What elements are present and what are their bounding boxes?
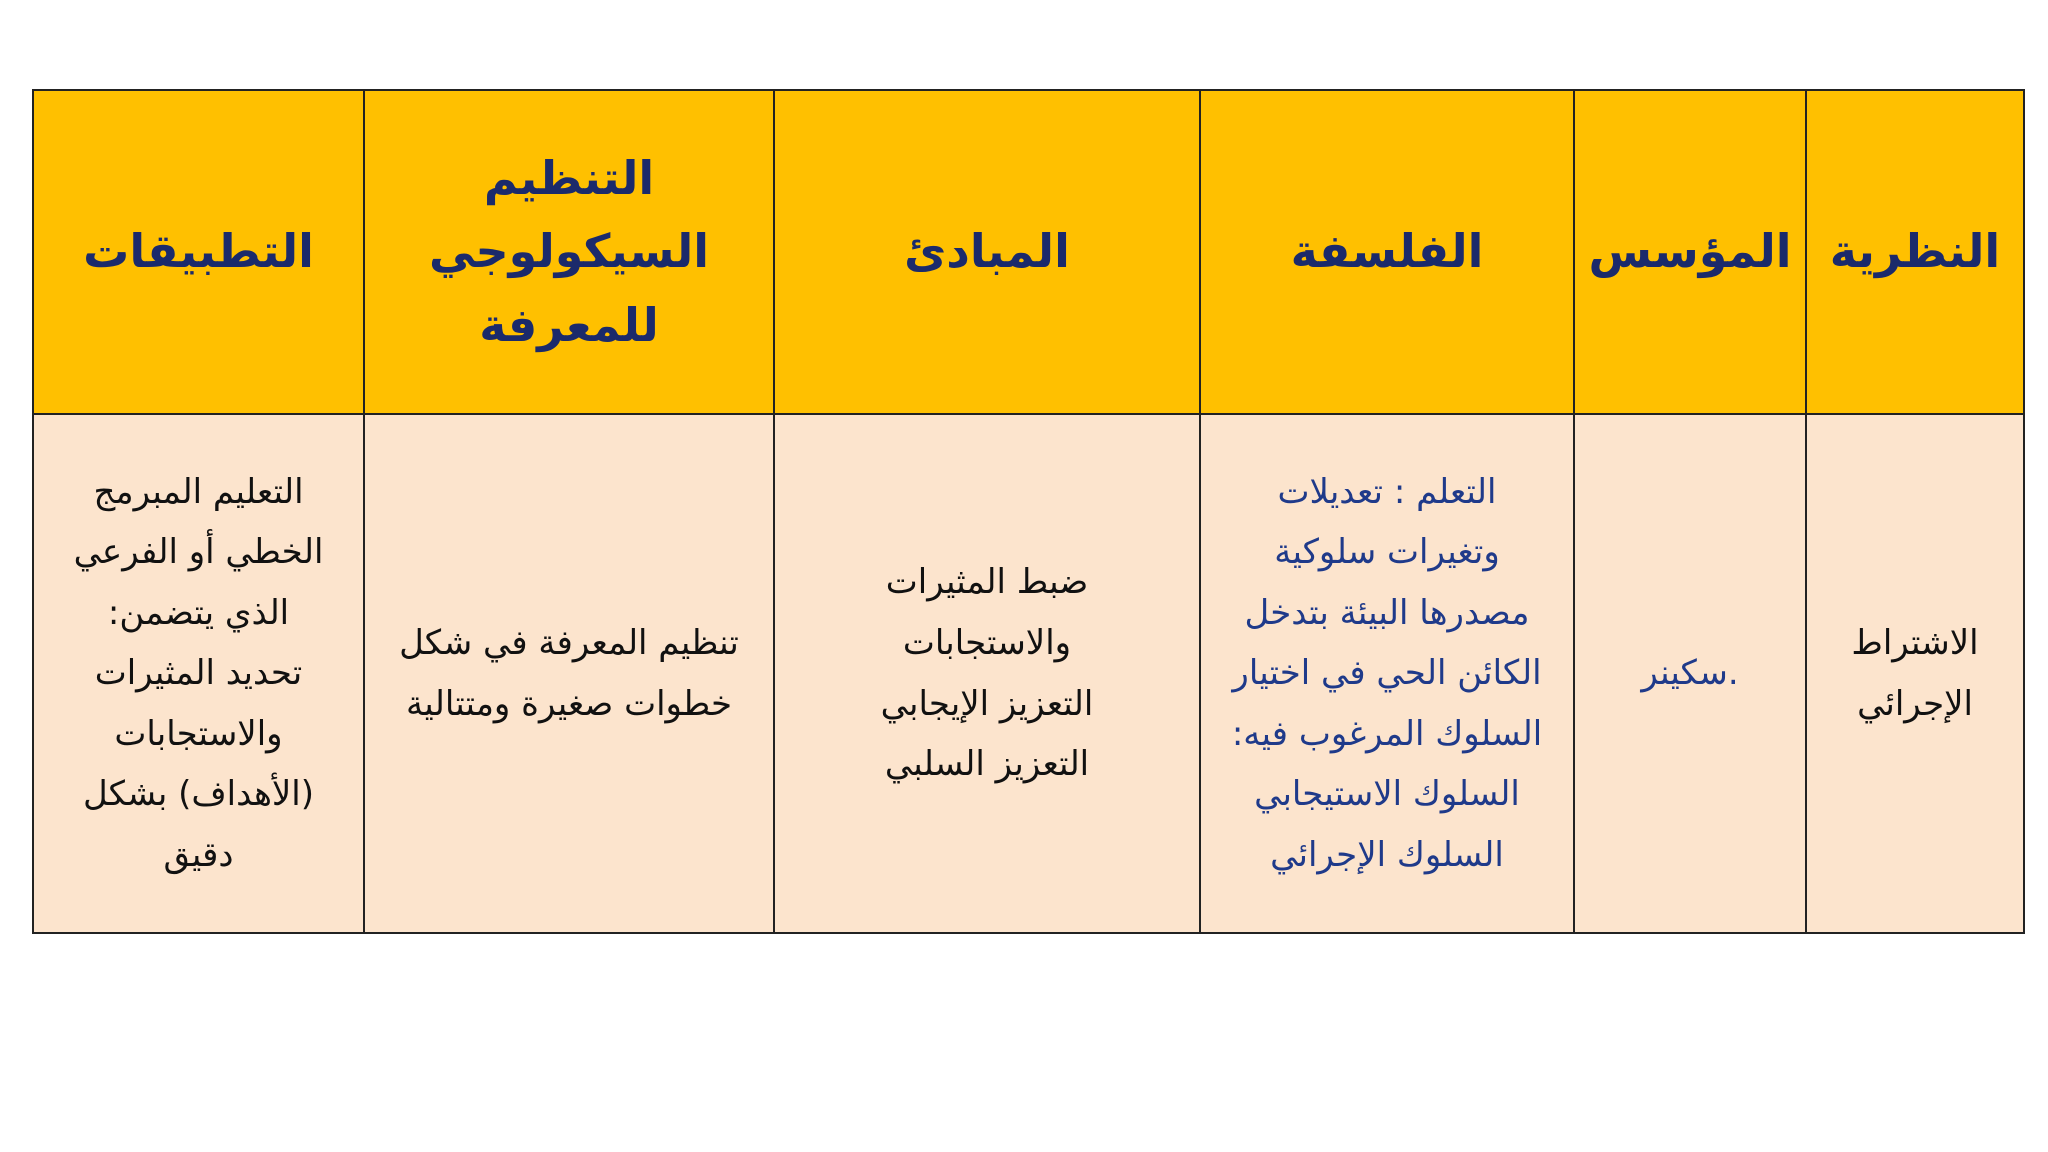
- cell-philosophy-line-7: السلوك الإجرائي: [1270, 834, 1504, 875]
- header-knowledge-line-2: السيكولوجي: [428, 224, 710, 279]
- cell-applications: [33, 414, 364, 933]
- header-applications-text: التطبيقات: [83, 224, 314, 279]
- header-knowledge-line-1: التنظيم: [483, 150, 655, 205]
- cell-founder-line-1: .سكينر: [1641, 653, 1739, 694]
- cell-applications-line-6: (الأهداف) بشكل: [83, 774, 314, 815]
- header-knowledge-organization: [364, 90, 774, 414]
- cell-founder: [1574, 414, 1806, 933]
- header-theory-text: النظرية: [1829, 224, 2001, 279]
- header-knowledge-line-3: للمعرفة: [479, 297, 659, 352]
- header-founder-text: المؤسس: [1588, 224, 1792, 279]
- header-applications: [33, 90, 364, 414]
- cell-principles-line-4: التعزيز السلبي: [884, 744, 1090, 785]
- cell-philosophy: [1200, 414, 1574, 933]
- header-philosophy-text: الفلسفة: [1290, 224, 1484, 279]
- cell-applications-line-1: التعليم المبرمج: [93, 471, 304, 512]
- cell-philosophy-line-2: وتغيرات سلوكية: [1274, 532, 1500, 573]
- cell-applications-line-4: تحديد المثيرات: [94, 653, 303, 694]
- table-row: [33, 414, 2024, 933]
- cell-theory-line-2: الإجرائي: [1857, 683, 1973, 724]
- cell-principles-line-3: التعزيز الإيجابي: [880, 683, 1094, 724]
- cell-knowledge-line-2: خطوات صغيرة ومتتالية: [405, 683, 732, 724]
- header-theory: [1806, 90, 2024, 414]
- header-philosophy: [1200, 90, 1574, 414]
- header-row: [33, 90, 2024, 414]
- cell-philosophy-line-3: مصدرها البيئة بتدخل: [1244, 592, 1530, 633]
- header-principles: [774, 90, 1200, 414]
- cell-applications-line-3: الذي يتضمن:: [107, 592, 290, 633]
- cell-knowledge-organization: [364, 414, 774, 933]
- cell-applications-line-5: والاستجابات: [114, 713, 283, 754]
- cell-philosophy-line-5: السلوك المرغوب فيه:: [1231, 713, 1543, 754]
- theory-table: [32, 89, 2025, 934]
- cell-principles-line-1: ضبط المثيرات: [885, 562, 1089, 603]
- cell-principles: [774, 414, 1200, 933]
- cell-principles-line-2: والاستجابات: [902, 622, 1072, 663]
- cell-theory: [1806, 414, 2024, 933]
- cell-philosophy-line-6: السلوك الاستيجابي: [1254, 774, 1520, 815]
- header-principles-text: المبادئ: [904, 224, 1070, 279]
- cell-knowledge-line-1: تنظيم المعرفة في شكل: [399, 622, 739, 663]
- cell-theory-line-1: الاشتراط: [1851, 622, 1979, 663]
- cell-applications-line-2: الخطي أو الفرعي: [73, 532, 324, 573]
- header-founder: [1574, 90, 1806, 414]
- cell-philosophy-line-4: الكائن الحي في اختيار: [1232, 653, 1542, 694]
- cell-applications-line-7: دقيق: [163, 834, 234, 875]
- cell-philosophy-line-1: التعلم : تعديلات: [1277, 471, 1497, 512]
